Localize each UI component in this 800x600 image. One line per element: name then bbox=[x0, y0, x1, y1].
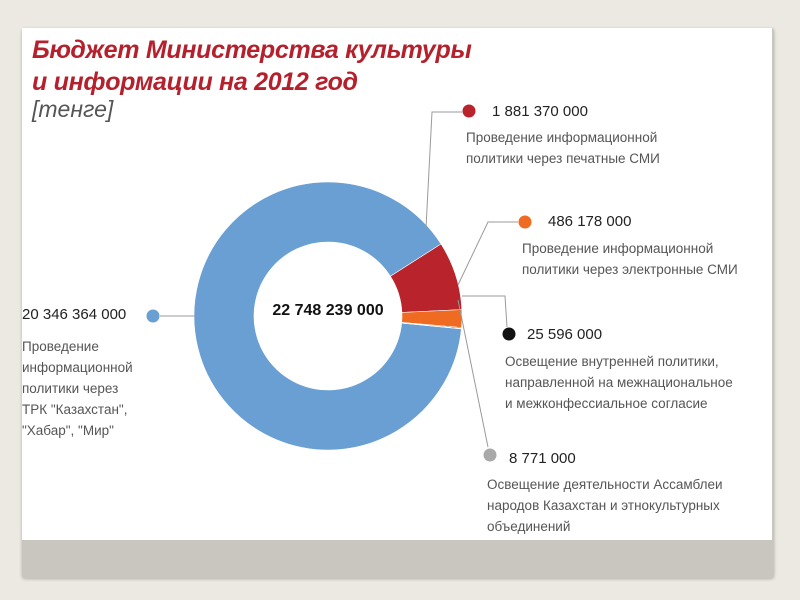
value-label-electronic: 486 178 000 bbox=[548, 213, 632, 230]
description-print: Проведение информационной политики через печатные СМИ bbox=[466, 130, 660, 166]
leader-line-electronic bbox=[458, 222, 518, 285]
value-label-print: 1 881 370 000 bbox=[492, 103, 588, 120]
legend-marker-tv bbox=[147, 310, 160, 323]
description-assembly: Освещение деятельности Ассамблеи народов Казахстан и этнокультурных объединений bbox=[487, 477, 723, 534]
legend-marker-assembly bbox=[484, 449, 497, 462]
leader-line-print bbox=[426, 112, 462, 228]
total-value: 22 748 239 000 bbox=[272, 302, 384, 319]
chart-title: Бюджет Министерства культуры и информации на 2012 год bbox=[32, 36, 472, 96]
value-label-assembly: 8 771 000 bbox=[509, 450, 576, 467]
value-label-tv: 20 346 364 000 bbox=[22, 306, 127, 323]
unit-label: [тенге] bbox=[32, 96, 114, 122]
value-label-internal-policy: 25 596 000 bbox=[527, 326, 603, 343]
legend-marker-internal-policy bbox=[503, 328, 516, 341]
leader-line-internal-policy bbox=[462, 296, 507, 327]
leader-line-assembly bbox=[458, 300, 488, 447]
legend-marker-electronic bbox=[519, 216, 532, 229]
description-electronic: Проведение информационной политики через электронные СМИ bbox=[522, 241, 738, 277]
legend-marker-print bbox=[463, 105, 476, 118]
description-tv: Проведение информационной политики через ТРК "Казахстан", "Хабар", "Мир" bbox=[22, 339, 133, 438]
description-internal-policy: Освещение внутренней политики, направленной на межнациональное и межконфессиальное согласие bbox=[505, 354, 733, 411]
